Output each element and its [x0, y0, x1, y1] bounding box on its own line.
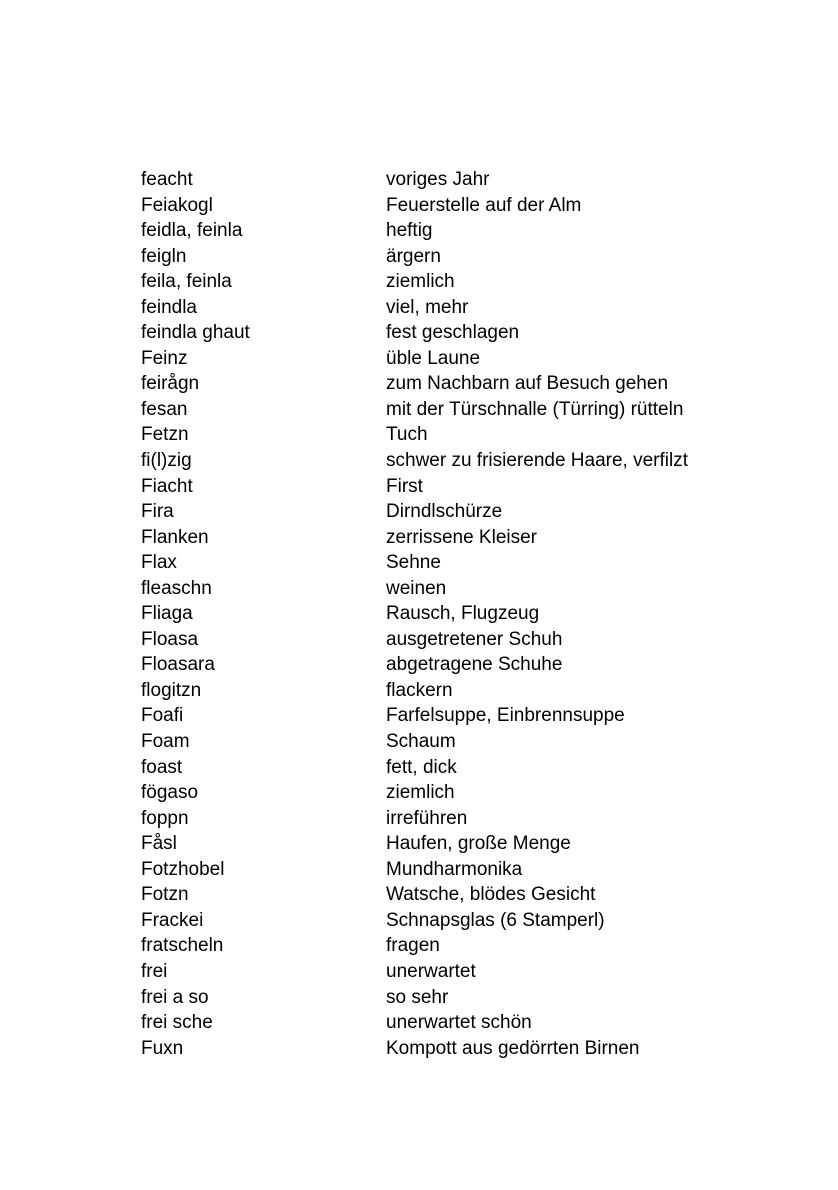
entry-meaning: Tuch: [386, 424, 428, 446]
glossary-entry: [141, 933, 741, 959]
entry-term: Fira: [141, 501, 174, 523]
glossary-entry: [141, 167, 741, 193]
entry-meaning: unerwartet schön: [386, 1012, 532, 1034]
glossary-entry: [141, 525, 741, 551]
entry-term: frei sche: [141, 1012, 213, 1034]
entry-meaning: viel, mehr: [386, 296, 469, 318]
glossary-entry: [141, 780, 741, 806]
glossary-entry: [141, 857, 741, 883]
glossary-entry: [141, 755, 741, 781]
entry-term: feindla ghaut: [141, 322, 250, 344]
entry-term: feindla: [141, 296, 197, 318]
glossary-entry: [141, 499, 741, 525]
entry-term: Fuxn: [141, 1037, 184, 1059]
entry-meaning: ausgetretener Schuh: [386, 628, 563, 650]
entry-term: Fiacht: [141, 475, 193, 497]
entry-meaning: so sehr: [386, 986, 449, 1008]
glossary-entry: [141, 831, 741, 857]
entry-term: Fotzn: [141, 884, 189, 906]
glossary-entry: [141, 729, 741, 755]
entry-term: Frackei: [141, 909, 204, 931]
entry-term: feigln: [141, 245, 187, 267]
entry-term: flogitzn: [141, 679, 202, 701]
glossary-entry: [141, 320, 741, 346]
glossary-entry: [141, 448, 741, 474]
entry-meaning: Watsche, blödes Gesicht: [386, 884, 596, 906]
glossary-entry: [141, 218, 741, 244]
entry-meaning: fragen: [386, 935, 440, 957]
entry-term: frei a so: [141, 986, 209, 1008]
glossary-entry: [141, 295, 741, 321]
entry-term: Fåsl: [141, 833, 177, 855]
entry-term: fi(l)zig: [141, 450, 192, 472]
glossary-entry: [141, 269, 741, 295]
entry-meaning: Rausch, Flugzeug: [386, 603, 540, 625]
entry-meaning: unerwartet: [386, 960, 476, 982]
glossary-entry: [141, 550, 741, 576]
entry-term: Foam: [141, 731, 190, 753]
glossary-entry: [141, 703, 741, 729]
glossary-entry: [141, 806, 741, 832]
entry-term: Foafi: [141, 705, 184, 727]
entry-meaning: üble Laune: [386, 347, 481, 369]
entry-term: Fetzn: [141, 424, 189, 446]
entry-term: foppn: [141, 807, 189, 829]
entry-term: feila, feinla: [141, 271, 232, 293]
entry-meaning: Dirndlschürze: [386, 501, 503, 523]
glossary-entry: [141, 244, 741, 270]
entry-term: Feiakogl: [141, 194, 213, 216]
glossary-entry: [141, 397, 741, 423]
glossary-list: [141, 167, 741, 1061]
entry-meaning: fett, dick: [386, 756, 457, 778]
glossary-entry: [141, 576, 741, 602]
glossary-entry: [141, 474, 741, 500]
entry-term: Floasara: [141, 654, 215, 676]
entry-term: fratscheln: [141, 935, 224, 957]
entry-meaning: ziemlich: [386, 271, 455, 293]
glossary-entry: [141, 627, 741, 653]
entry-term: feidla, feinla: [141, 220, 243, 242]
entry-meaning: heftig: [386, 220, 433, 242]
glossary-entry: [141, 985, 741, 1011]
glossary-entry: [141, 371, 741, 397]
entry-term: Flanken: [141, 526, 209, 548]
entry-meaning: Mundharmonika: [386, 858, 523, 880]
entry-meaning: mit der Türschnalle (Türring) rütteln: [386, 398, 684, 420]
glossary-entry: [141, 1010, 741, 1036]
entry-meaning: Schnapsglas (6 Stamperl): [386, 909, 605, 931]
entry-meaning: ärgern: [386, 245, 441, 267]
entry-term: foast: [141, 756, 183, 778]
glossary-entry: [141, 1036, 741, 1062]
entry-term: fögaso: [141, 782, 199, 804]
entry-term: feacht: [141, 169, 193, 190]
entry-term: Feinz: [141, 347, 188, 369]
entry-term: Flax: [141, 552, 177, 574]
entry-meaning: Kompott aus gedörrten Birnen: [386, 1037, 640, 1059]
glossary-entry: [141, 601, 741, 627]
entry-term: Floasa: [141, 628, 199, 650]
entry-term: Fliaga: [141, 603, 193, 625]
entry-term: fesan: [141, 398, 188, 420]
entry-meaning: zum Nachbarn auf Besuch gehen: [386, 373, 669, 395]
entry-meaning: Sehne: [386, 552, 441, 574]
entry-meaning: ziemlich: [386, 782, 455, 804]
glossary-entry: [141, 346, 741, 372]
glossary-entry: [141, 652, 741, 678]
glossary-entry: [141, 422, 741, 448]
entry-meaning: Feuerstelle auf der Alm: [386, 194, 582, 216]
entry-meaning: fest geschlagen: [386, 322, 520, 344]
entry-meaning: Schaum: [386, 731, 456, 753]
entry-meaning: voriges Jahr: [386, 169, 490, 190]
entry-meaning: schwer zu frisierende Haare, verfilzt: [386, 450, 688, 472]
entry-term: fleaschn: [141, 577, 212, 599]
entry-meaning: First: [386, 475, 423, 497]
entry-meaning: flackern: [386, 679, 453, 701]
entry-meaning: zerrissene Kleiser: [386, 526, 537, 548]
entry-meaning: irreführen: [386, 807, 468, 829]
glossary-entry: [141, 959, 741, 985]
entry-meaning: weinen: [386, 577, 447, 599]
entry-term: Fotzhobel: [141, 858, 225, 880]
glossary-entry: [141, 678, 741, 704]
glossary-entry: [141, 193, 741, 219]
glossary-entry: [141, 908, 741, 934]
entry-term: feirågn: [141, 373, 200, 395]
entry-meaning: abgetragene Schuhe: [386, 654, 563, 676]
glossary-entry: [141, 882, 741, 908]
entry-meaning: Haufen, große Menge: [386, 833, 571, 855]
entry-term: frei: [141, 960, 168, 982]
entry-meaning: Farfelsuppe, Einbrennsuppe: [386, 705, 625, 727]
